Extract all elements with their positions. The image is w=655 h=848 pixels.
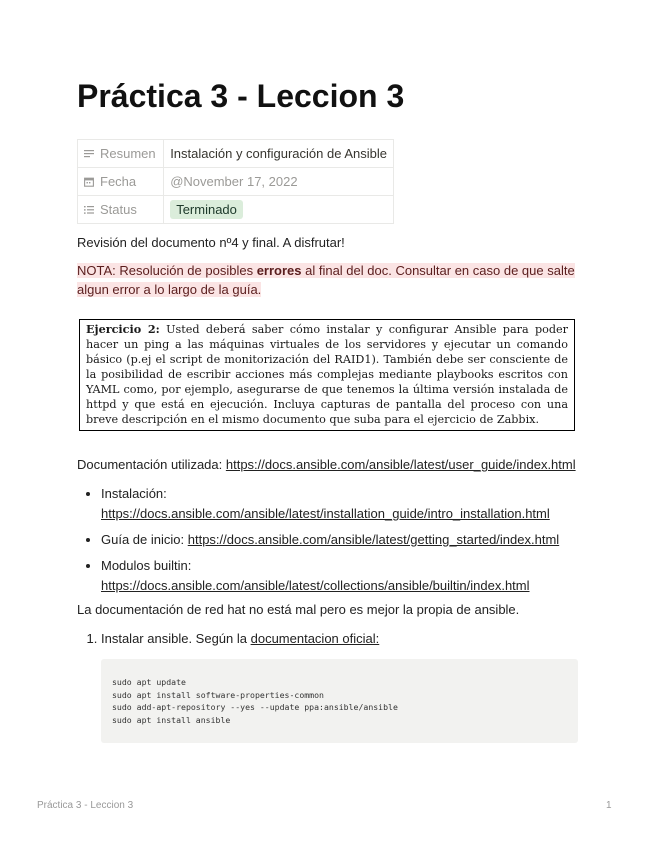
list-item [101, 530, 621, 550]
property-label [78, 196, 164, 224]
note-bold: errores [256, 263, 302, 278]
property-value[interactable]: Instalación y configuración de Ansible [164, 140, 394, 168]
property-value[interactable]: @November 17, 2022 [164, 168, 394, 196]
note-prefix: NOTA: Resolución de posibles [77, 263, 257, 278]
exercise-text: Usted deberá saber cómo instalar y configurar Ansible para poder hacer un ping a las máquinas virtuales de los servidores y ejecutar un comando básico (p.ej el script de monitorización del RAID1). También debe ser consciente de la posibilidad de escribir acciones más complejas mediante playbooks escritos con YAML como, por ejemplo, asegurarse de que tenemos la última versión instalada de httpd y que está en ejecución. Incluya capturas de pantalla del proceso con una breve descripción en el mismo documento que suba para el ejercicio de Zabbix. [86, 323, 569, 426]
properties-table [77, 139, 394, 224]
installation-link[interactable]: https://docs.ansible.com/ansible/latest/installation_guide/intro_installation.html [101, 506, 550, 521]
links-list [77, 484, 621, 602]
status-badge[interactable]: Terminado [170, 200, 243, 219]
steps-list [77, 629, 621, 649]
footer-title: Práctica 3 - Leccion 3 [37, 800, 134, 811]
official-docs-link[interactable]: documentacion oficial: [250, 631, 380, 646]
property-label-text: Status [100, 202, 137, 217]
exercise-label: Ejercicio 2: [86, 322, 160, 336]
link-label: Guía de inicio: [101, 532, 185, 547]
list-item [101, 484, 621, 524]
step-item [101, 629, 621, 649]
list-item [101, 556, 621, 596]
calendar-icon [84, 177, 94, 187]
intro-text: Revisión del documento nº4 y final. A disfrutar! [77, 235, 345, 250]
builtin-modules-link[interactable]: https://docs.ansible.com/ansible/latest/collections/ansible/builtin/index.html [101, 578, 530, 593]
docs-label: Documentación utilizada: [77, 457, 226, 472]
footer-page-number: 1 [606, 800, 612, 811]
property-status [78, 196, 394, 224]
property-label-text: Fecha [100, 174, 137, 189]
property-resumen [78, 140, 394, 168]
exercise-image [79, 319, 575, 431]
step-text: Instalar ansible. Según la [101, 631, 251, 646]
getting-started-link[interactable]: https://docs.ansible.com/ansible/latest/getting_started/index.html [187, 532, 560, 547]
page-title: Práctica 3 - Leccion 3 [77, 78, 405, 114]
docs-line [77, 455, 576, 475]
link-label: Instalación: [101, 486, 167, 501]
note-callout [77, 261, 587, 299]
text-lines-icon [84, 149, 94, 159]
property-value[interactable] [164, 196, 394, 224]
redhat-note: La documentación de red hat no está mal pero es mejor la propia de ansible. [77, 602, 520, 617]
link-label: Modulos builtin: [101, 558, 192, 573]
property-fecha [78, 168, 394, 196]
property-label [78, 140, 164, 168]
docs-link[interactable]: https://docs.ansible.com/ansible/latest/user_guide/index.html [225, 457, 576, 472]
note-suffix: al final del doc. Consultar en caso de que salte algun error a lo largo de la guía. [77, 263, 575, 297]
property-label-text: Resumen [100, 146, 156, 161]
list-icon [84, 205, 94, 215]
code-block[interactable]: sudo apt update sudo apt install software-properties-common sudo add-apt-repository --yes --update ppa:ansible/ansible sudo apt install ansible [101, 659, 578, 743]
property-label [78, 168, 164, 196]
